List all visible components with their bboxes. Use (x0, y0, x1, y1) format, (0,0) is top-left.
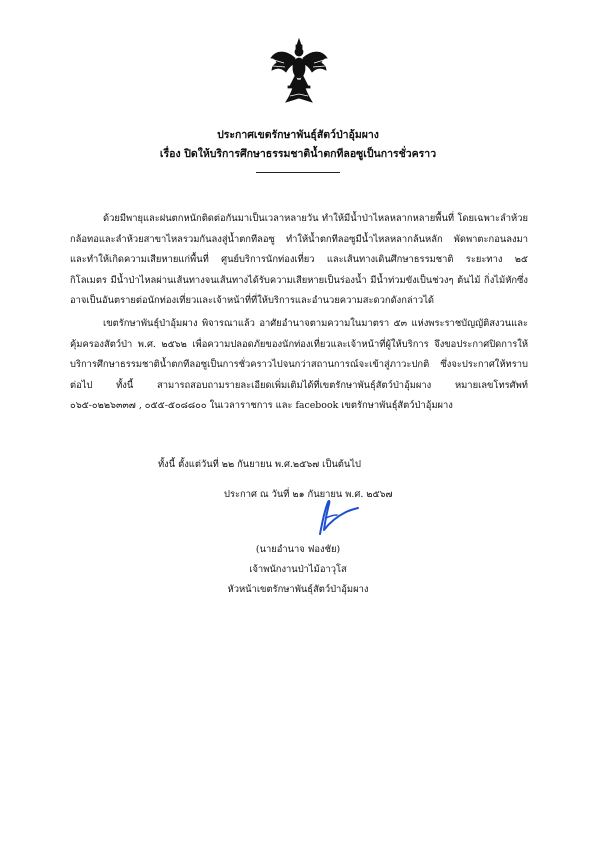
title-divider (256, 172, 340, 173)
signatory-name: (นายอำนาจ ฟองชัย) (255, 544, 341, 555)
announcement-subject: เรื่อง ปิดให้บริการศึกษาธรรมชาติน้ำตกทีลอซูเป็นการชั่วคราว (159, 148, 437, 160)
signatory-position: เจ้าพนักงานป่าไม้อาวุโส (249, 564, 347, 575)
paragraph-closure-notice: เขตรักษาพันธุ์ป่าอุ้มผาง พิจารณาแล้ว อาศัยอำนาจตามความในมาตรา ๕๓ แห่งพระราชบัญญัติสงวนและคุ้มครองสัตว์ป่า พ.ศ. ๒๕๖๒ เพื่อความปลอดภัยของนักท่องเที่ยวและเจ้าหน้าที่ผู้ให้บริการ จึงขอประกาศปิดการให้บริการศึกษาธรรมชาติน้ำตกทีลอซูเป็นการชั่วคราวไปจนกว่าสถานการณ์จะเข้าสู่ภาวะปกติ ซึ่งจะประกาศให้ทราบต่อไป ทั้งนี้ สามารถสอบถามรายละเอียดเพิ่มเติมได้ที่เขตรักษาพันธุ์สัตว์ป่าอุ้มผาง หมายเลขโทรศัพท์ ๐๖๕-๐๒๒๖๓๓๗ , ๐๕๕-๕๐๘๘๐๐ ในเวลาราชการ และ facebook เขตรักษาพันธุ์สัตว์ป่าอุ้มผาง (70, 318, 528, 412)
effective-date-line: ทั้งนี้ ตั้งแต่วันที่ ๒๒ กันยายน พ.ศ.๒๕๖๗ เป็นต้นไป (158, 459, 361, 470)
handwritten-signature (306, 494, 362, 538)
announcement-date-line: ประกาศ ณ วันที่ ๒๑ กันยายน พ.ศ. ๒๕๖๗ (224, 489, 393, 500)
garuda-emblem-icon (268, 36, 330, 106)
paragraph-reason: ด้วยมีพายุและฝนตกหนักติดต่อกันมาเป็นเวลาหลายวัน ทำให้มีน้ำป่าไหลหลากหลายพื้นที่ โดยเฉพาะลำห้วยกล้อทอและลำห้วยสาขาไหลรวมกันลงสู่น้ำตกทีลอซู ทำให้น้ำตกทีลอซูมีน้ำไหลหลากล้นหลัก พัดพาตะกอนลงมา และทำให้เกิดความเสียหายแก่พื้นที่ ศูนย์บริการนักท่องเที่ยว และเส้นทางเดินศึกษาธรรมชาติ ระยะทาง ๒๕ กิโลเมตร มีน้ำป่าไหลผ่านเส้นทางจนเส้นทางได้รับความเสียหายเป็นร่องน้ำ มีน้ำท่วมขังเป็นช่วงๆ ต้นไม้ กิ่งไม้หักซึ่งอาจเป็นอันตรายต่อนักท่องเที่ยวและเจ้าหน้าที่ที่ให้บริการและอำนวยความสะดวกดังกล่าวได้ (70, 213, 528, 307)
announcement-title: ประกาศเขตรักษาพันธุ์สัตว์ป่าอุ้มผาง (217, 129, 379, 141)
signatory-office: หัวหน้าเขตรักษาพันธุ์สัตว์ป่าอุ้มผาง (227, 584, 369, 595)
